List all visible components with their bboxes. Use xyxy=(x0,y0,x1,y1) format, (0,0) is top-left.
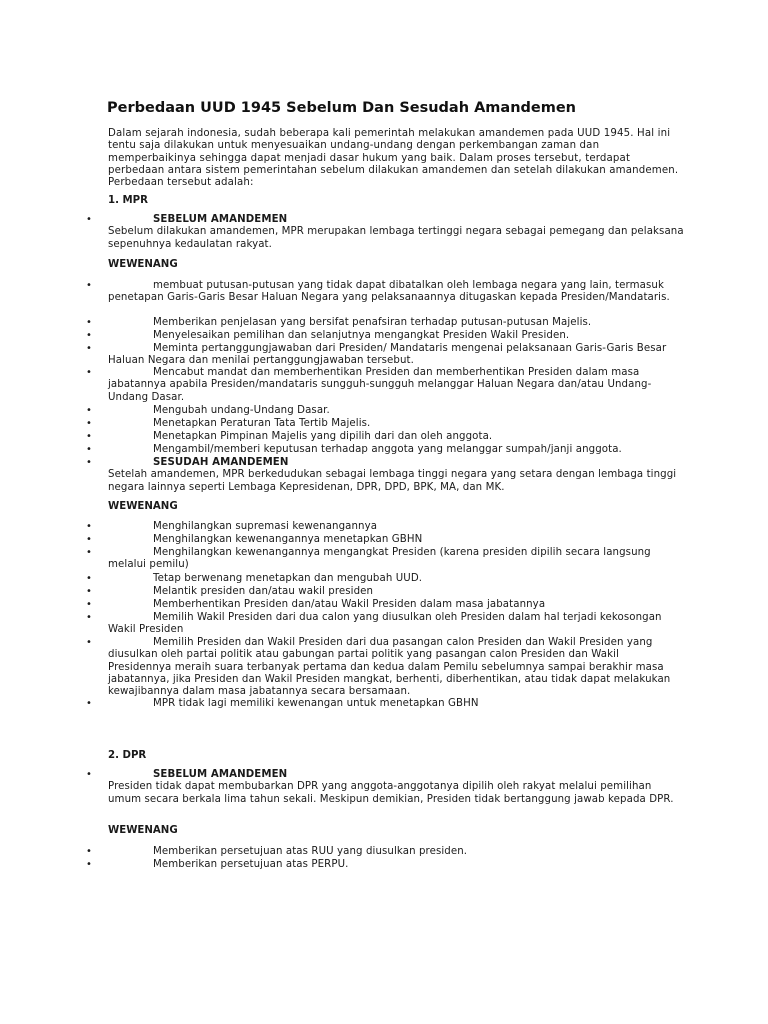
list-item-text: Menghilangkan kewenangannya mengangkat Presiden (karena presiden dipilih secara langsung melalui pemilu) xyxy=(108,547,651,571)
section-heading-dpr: 2. DPR xyxy=(108,750,147,761)
list-item xyxy=(86,698,684,710)
list-item xyxy=(86,418,684,430)
list-item xyxy=(86,859,684,871)
list-item xyxy=(86,547,684,572)
list-item-text: Melantik presiden dan/atau wakil presiden xyxy=(153,586,374,597)
list-item-text: membuat putusan-putusan yang tidak dapat dibatalkan oleh lembaga negara yang lain, termasuk penetapan Garis-Garis Besar Haluan Negara yang pelaksanaannya ditugaskan kepada Presiden/Mandataris. xyxy=(108,280,670,304)
bullet-icon: • xyxy=(86,859,92,870)
bullet-icon: • xyxy=(86,317,92,328)
bullet-icon: • xyxy=(86,573,92,584)
list-item-text: MPR tidak lagi memiliki kewenangan untuk menetapkan GBHN xyxy=(153,698,479,709)
list-item xyxy=(86,367,684,404)
list-item xyxy=(86,534,684,546)
list-item xyxy=(86,521,684,533)
bullet-icon: • xyxy=(86,214,92,225)
bullet-icon: • xyxy=(86,637,92,648)
bullet-icon: • xyxy=(86,547,92,558)
list-item-text: Meminta pertanggungjawaban dari Presiden/ Mandataris mengenai pelaksanaan Garis-Garis Besar Haluan Negara dan menilai pertanggungjawaban tersebut. xyxy=(108,343,667,367)
list-item xyxy=(86,280,684,305)
list-item-text: Memberhentikan Presiden dan/atau Wakil Presiden dalam masa jabatannya xyxy=(153,599,546,610)
list-item-text: Mengambil/memberi keputusan terhadap anggota yang melanggar sumpah/janji anggota. xyxy=(153,444,622,455)
sesudah-amandemen-label: SESUDAH AMANDEMEN xyxy=(153,457,289,468)
bullet-icon: • xyxy=(86,698,92,709)
list-item-text: Mengubah undang-Undang Dasar. xyxy=(153,405,330,416)
list-item-text: Memilih Presiden dan Wakil Presiden dari dua pasangan calon Presiden dan Wakil Presiden yang diusulkan oleh partai politik atau gabungan partai politik yang pasangan calon Presiden dan Wakil Presidennya meraih suara terbanyak pertama dan kedua dalam Pemilu sebelumnya sampai berakhir masa jabatannya, jika Presiden dan Wakil Presiden mangkat, berhenti, diberhentikan, atau tidak dapat melakukan kewajibannya dalam masa jabatannya secara bersamaan. xyxy=(108,637,671,698)
list-item xyxy=(86,573,684,585)
list-item-text: Menghilangkan supremasi kewenangannya xyxy=(153,521,378,532)
list-item-mpr-sebelum xyxy=(86,214,684,251)
list-item-text: Tetap berwenang menetapkan dan mengubah UUD. xyxy=(153,573,423,584)
sesudah-amandemen-text: Setelah amandemen, MPR berkedudukan sebagai lembaga tinggi negara yang setara dengan lembaga tinggi negara lainnya seperti Lembaga Kepresidenan, DPR, DPD, BPK, MA, dan MK. xyxy=(108,469,677,493)
list-item-text: Menetapkan Peraturan Tata Tertib Majelis. xyxy=(153,418,371,429)
list-item xyxy=(86,317,684,329)
list-item-text: Menyelesaikan pemilihan dan selanjutnya mengangkat Presiden Wakil Presiden. xyxy=(153,330,570,341)
bullet-icon: • xyxy=(86,367,92,378)
bullet-icon: • xyxy=(86,444,92,455)
wewenang-heading: WEWENANG xyxy=(108,825,178,836)
section-heading-mpr: 1. MPR xyxy=(108,195,148,206)
list-item xyxy=(86,599,684,611)
list-item-text: Memberikan persetujuan atas RUU yang diusulkan presiden. xyxy=(153,846,468,857)
bullet-icon: • xyxy=(86,418,92,429)
list-item-text: Menetapkan Pimpinan Majelis yang dipilih dari dan oleh anggota. xyxy=(153,431,493,442)
list-item-text: Mencabut mandat dan memberhentikan Presiden dan memberhentikan Presiden dalam masa jabatannya apabila Presiden/mandataris sungguh-sungguh melanggar Haluan Negara dan/atau Undang-Undang Dasar. xyxy=(108,367,652,403)
list-item xyxy=(86,444,684,456)
wewenang-heading: WEWENANG xyxy=(108,501,178,512)
list-item xyxy=(86,612,684,637)
list-item-dpr-sebelum xyxy=(86,769,684,806)
list-item-text: Menghilangkan kewenangannya menetapkan GBHN xyxy=(153,534,423,545)
sebelum-amandemen-text: Sebelum dilakukan amandemen, MPR merupakan lembaga tertinggi negara sebagai pemegang dan pelaksana sepenuhnya kedaulatan rakyat. xyxy=(108,226,684,250)
bullet-icon: • xyxy=(86,534,92,545)
bullet-icon: • xyxy=(86,599,92,610)
list-item xyxy=(86,343,684,368)
sebelum-amandemen-label: SEBELUM AMANDEMEN xyxy=(153,769,288,780)
bullet-icon: • xyxy=(86,612,92,623)
intro-paragraph: Dalam sejarah indonesia, sudah beberapa kali pemerintah melakukan amandemen pada UUD 1945. Hal ini tentu saja dilakukan untuk menyesuaikan undang-undang dengan perkembangan zaman dan memperbaikinya sehingga dapat menjadi dasar hukum yang baik. Dalam proses tersebut, terdapat perbedaan antara sistem pemerintahan sebelum dilakukan amandemen dan setelah dilakukan amandemen. Perbedaan tersebut adalah: xyxy=(108,128,679,189)
wewenang-heading: WEWENANG xyxy=(108,259,178,270)
bullet-icon: • xyxy=(86,769,92,780)
bullet-icon: • xyxy=(86,330,92,341)
bullet-icon: • xyxy=(86,431,92,442)
list-item xyxy=(86,405,684,417)
list-item xyxy=(86,431,684,443)
list-item xyxy=(86,846,684,858)
sebelum-amandemen-text: Presiden tidak dapat membubarkan DPR yang anggota-anggotanya dipilih oleh rakyat melalui pemilihan umum secara berkala lima tahun sekali. Meskipun demikian, Presiden tidak bertanggung jawab kepada DPR. xyxy=(108,781,674,805)
list-item-text: Memilih Wakil Presiden dari dua calon yang diusulkan oleh Presiden dalam hal terjadi kekosongan Wakil Presiden xyxy=(108,612,662,636)
list-item-text: Memberikan penjelasan yang bersifat penafsiran terhadap putusan-putusan Majelis. xyxy=(153,317,592,328)
list-item-mpr-sesudah xyxy=(86,457,684,494)
bullet-icon: • xyxy=(86,846,92,857)
list-item xyxy=(86,330,684,342)
list-item xyxy=(86,586,684,598)
bullet-icon: • xyxy=(86,457,92,468)
page-title: Perbedaan UUD 1945 Sebelum Dan Sesudah Amandemen xyxy=(107,100,576,116)
bullet-icon: • xyxy=(86,343,92,354)
bullet-icon: • xyxy=(86,586,92,597)
bullet-icon: • xyxy=(86,405,92,416)
list-item xyxy=(86,637,684,698)
bullet-icon: • xyxy=(86,521,92,532)
bullet-icon: • xyxy=(86,280,92,291)
list-item-text: Memberikan persetujuan atas PERPU. xyxy=(153,859,349,870)
sebelum-amandemen-label: SEBELUM AMANDEMEN xyxy=(153,214,288,225)
